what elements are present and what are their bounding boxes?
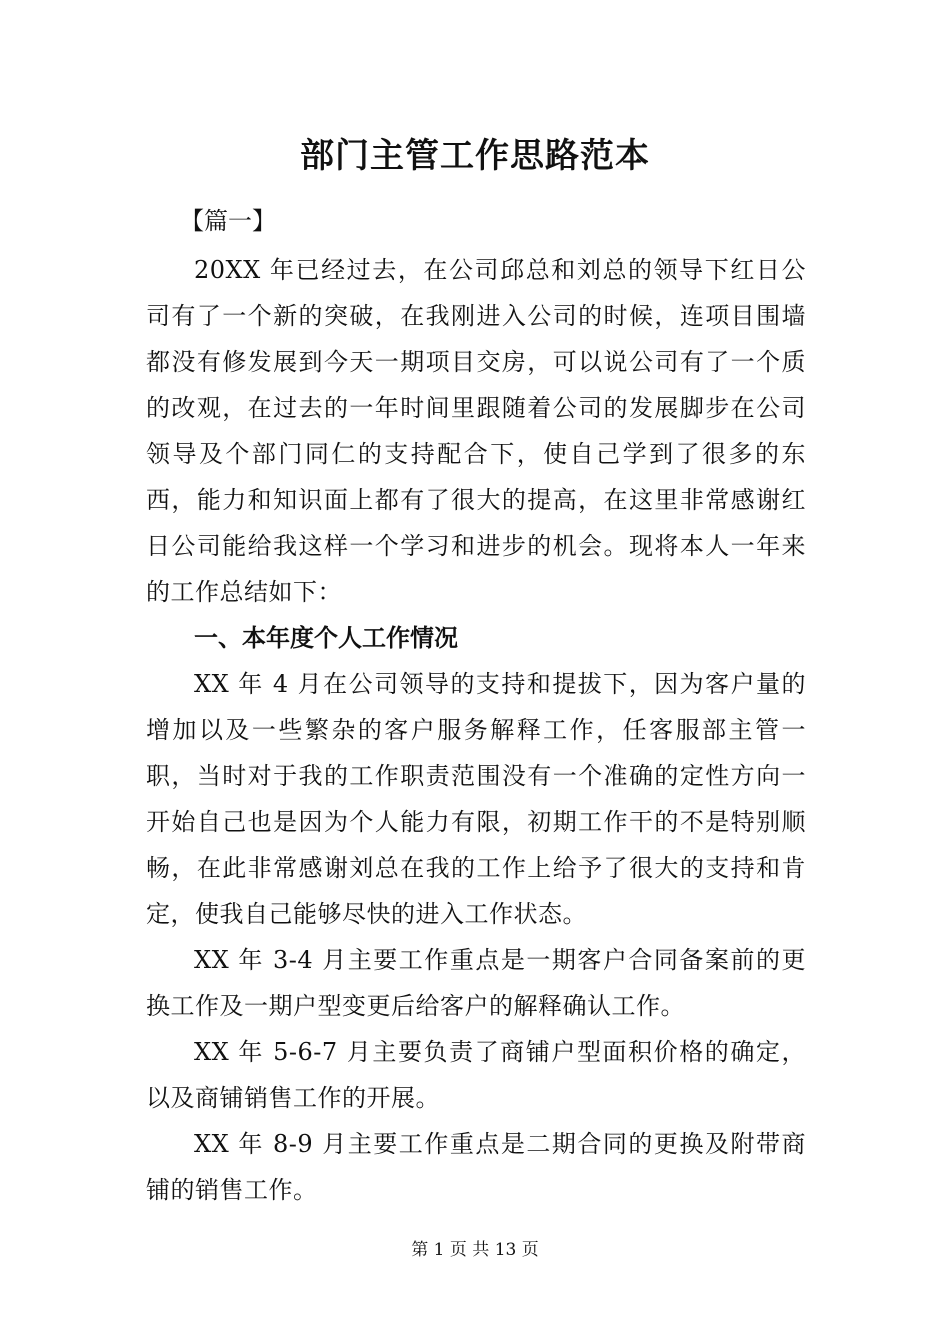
section-label: 【篇一】 <box>180 207 276 235</box>
paragraph: 20XX 年已经过去，在公司邱总和刘总的领导下红日公司有了一个新的突破，在我刚进入公司的时候，连项目围墙都没有修发展到今天一期项目交房，可以说公司有了一个质的改观，在过去的一年时间里跟随着公司的发展脚步在公司领导及个部门同仁的支持配合下，使自己学到了很多的东西，能力和知识面上都有了很大的提高，在这里非常感谢红日公司能给我这样一个学习和进步的机会。现将本人一年来的工作总结如下： <box>146 256 806 606</box>
paragraph: XX 年 3-4 月主要工作重点是一期客户合同备案前的更换工作及一期户型变更后给客户的解释确认工作。 <box>146 946 806 1020</box>
page-footer: 第 1 页 共 13 页 <box>411 1240 539 1260</box>
paragraph: XX 年 8-9 月主要工作重点是二期合同的更换及附带商铺的销售工作。 <box>146 1130 806 1204</box>
paragraph: XX 年 4 月在公司领导的支持和提拔下，因为客户量的增加以及一些繁杂的客户服务解释工作，任客服部主管一职，当时对于我的工作职责范围没有一个准确的定性方向一开始自己也是因为个人能力有限，初期工作干的不是特别顺畅，在此非常感谢刘总在我的工作上给予了很大的支持和肯定，使我自己能够尽快的进入工作状态。 <box>146 670 806 928</box>
document-body <box>146 247 806 1213</box>
document-title: 部门主管工作思路范本 <box>300 136 650 176</box>
section-heading: 一、本年度个人工作情况 <box>194 624 458 652</box>
paragraph: XX 年 5-6-7 月主要负责了商铺户型面积价格的确定，以及商铺销售工作的开展。 <box>146 1038 806 1112</box>
